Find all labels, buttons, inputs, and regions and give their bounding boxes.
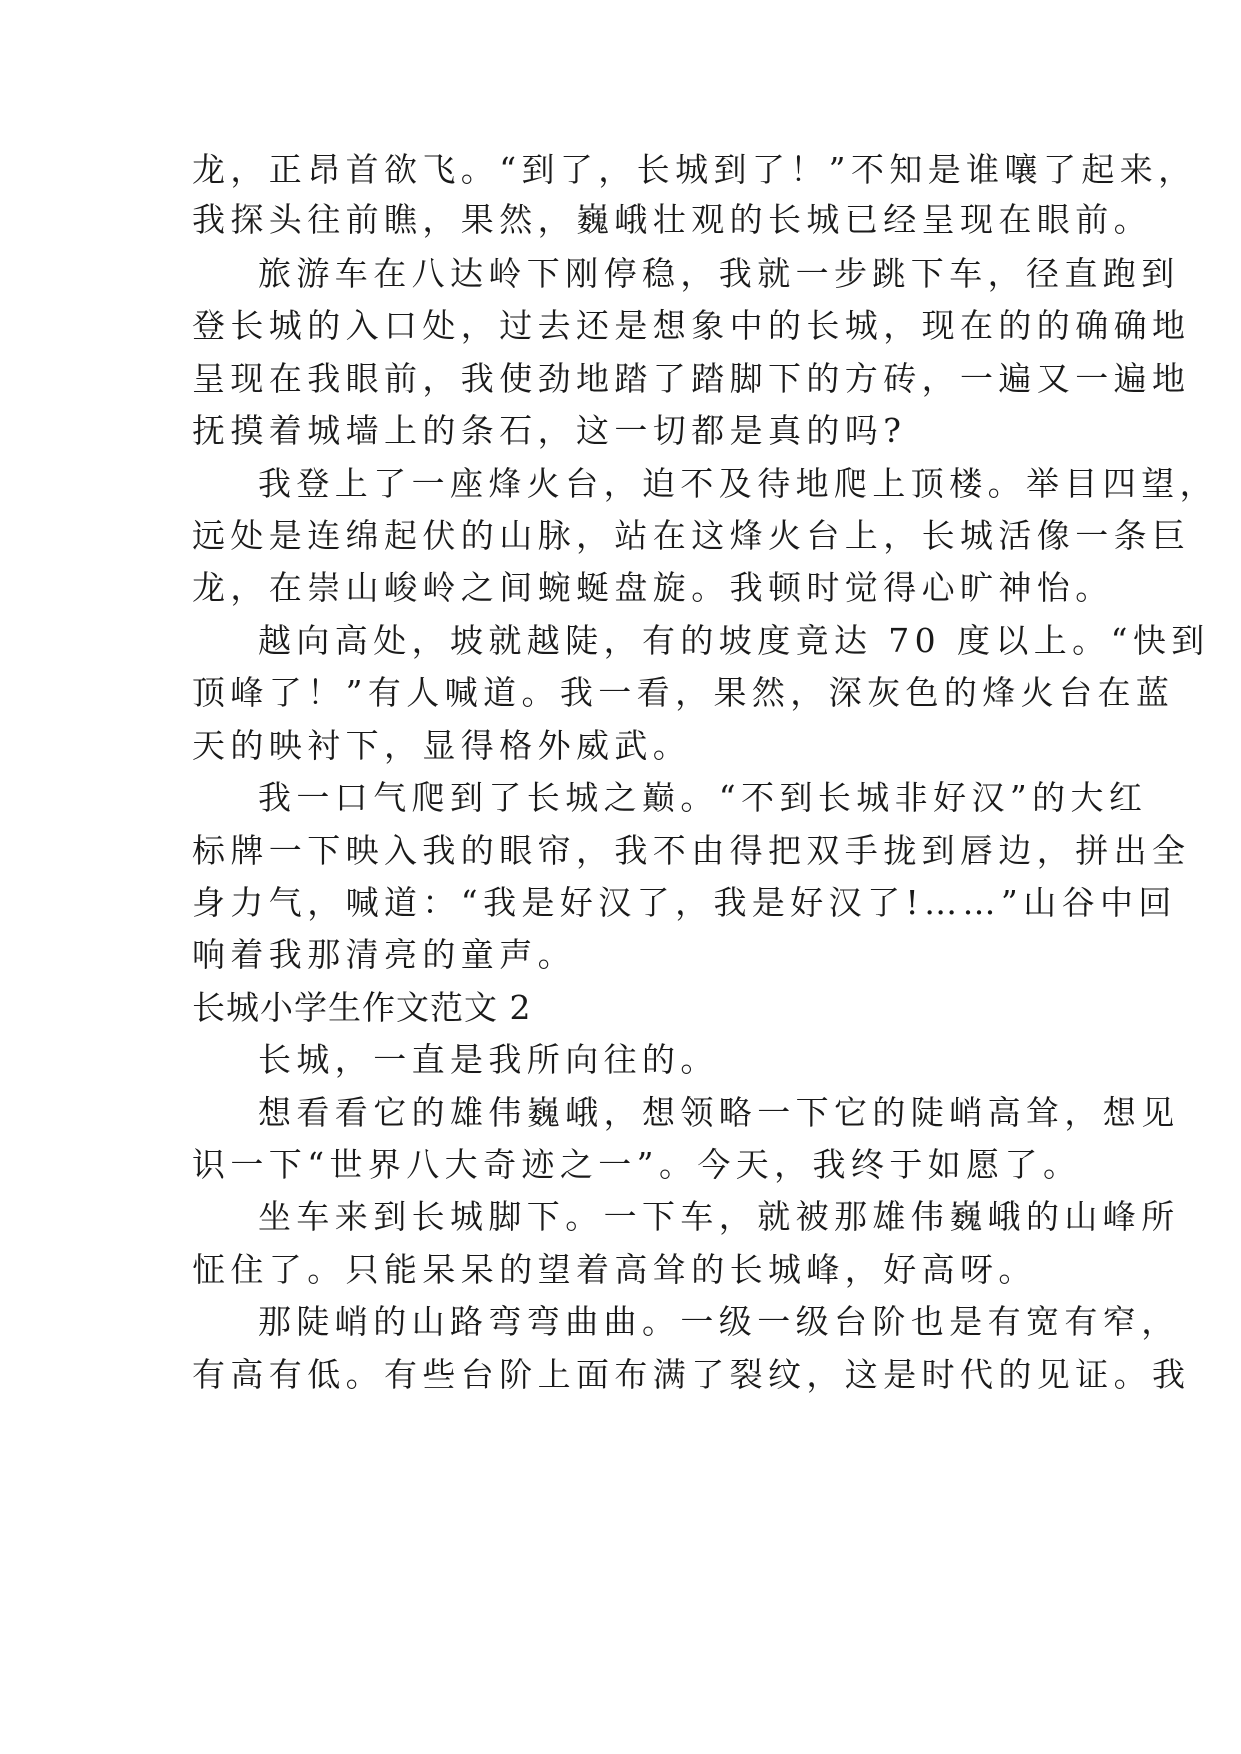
text-line: 天的映衬下，显得格外威武。 (192, 726, 692, 765)
paragraph-start-line: 想看看它的雄伟巍峨，想领略一下它的陡峭高耸，想见 (258, 1093, 1180, 1132)
paragraph-start-line: 长城，一直是我所向往的。 (258, 1040, 719, 1079)
paragraph-start-line: 越向高处，坡就越陡，有的坡度竟达 70 度以上。“快到 (258, 621, 1210, 660)
text-line: 我探头往前瞧，果然，巍峨壮观的长城已经呈现在眼前。 (192, 200, 1152, 239)
paragraph-start-line: 我一口气爬到了长城之巅。“不到长城非好汉”的大红 (258, 778, 1148, 817)
text-line: 龙，正昂首欲飞。“到了，长城到了！”不知是谁嚷了起来， (192, 150, 1197, 189)
text-line: 抚摸着城墙上的条石，这一切都是真的吗? (192, 411, 907, 450)
text-line: 顶峰了！”有人喊道。我一看，果然，深灰色的烽火台在蓝 (192, 673, 1175, 712)
paragraph-start-line: 旅游车在八达岭下刚停稳，我就一步跳下车，径直跑到 (258, 254, 1180, 293)
paragraph-start-line: 那陡峭的山路弯弯曲曲。一级一级台阶也是有宽有窄， (258, 1302, 1180, 1341)
text-line: 龙，在崇山峻岭之间蜿蜒盘旋。我顿时觉得心旷神怡。 (192, 568, 1114, 607)
text-line: 有高有低。有些台阶上面布满了裂纹，这是时代的见证。我 (192, 1355, 1191, 1394)
text-line: 身力气，喊道：“我是好汉了，我是好汉了!……”山谷中回 (192, 883, 1177, 922)
text-line: 远处是连绵起伏的山脉，站在这烽火台上，长城活像一条巨 (192, 516, 1191, 555)
text-line: 标牌一下映入我的眼帘，我不由得把双手拢到唇边，拼出全 (192, 831, 1191, 870)
text-line: 响着我那清亮的童声。 (192, 935, 576, 974)
text-line: 怔住了。只能呆呆的望着高耸的长城峰，好高呀。 (192, 1250, 1037, 1289)
paragraph-start-line: 我登上了一座烽火台，迫不及待地爬上顶楼。举目四望， (258, 464, 1218, 503)
section-heading: 长城小学生作文范文 2 (192, 988, 532, 1027)
text-line: 识一下“世界八大奇迹之一”。今天，我终于如愿了。 (192, 1145, 1082, 1184)
text-line: 呈现在我眼前，我使劲地踏了踏脚下的方砖，一遍又一遍地 (192, 359, 1191, 398)
paragraph-start-line: 坐车来到长城脚下。一下车，就被那雄伟巍峨的山峰所 (258, 1197, 1180, 1236)
text-line: 登长城的入口处，过去还是想象中的长城，现在的的确确地 (192, 306, 1191, 345)
